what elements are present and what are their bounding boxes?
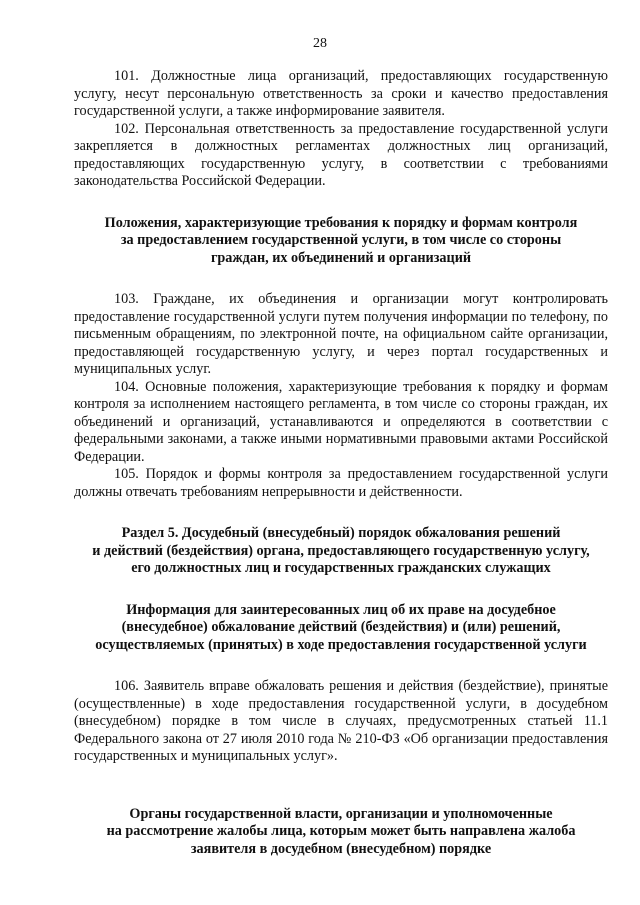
- page-number: 28: [313, 36, 327, 51]
- paragraph-101: 101. Должностные лица организаций, предоставляющих государственную услугу, несут персональную ответственность за сроки и качество предоставления государственной услуги, а также информирование заявителя.: [74, 68, 608, 119]
- heading-line: (внесудебное) обжалование действий (бездействия) и (или) решений,: [121, 619, 561, 635]
- heading-line: его должностных лиц и государственных гражданских служащих: [131, 560, 551, 576]
- heading-line: осуществляемых (принятых) в ходе предоставления государственной услуги: [95, 636, 587, 653]
- heading-line: и действий (бездействия) органа, предоставляющего государственную услугу,: [92, 542, 590, 559]
- heading-line: на рассмотрение жалобы лица, которым может быть направлена жалоба: [106, 823, 576, 839]
- heading-appeal-information: [74, 602, 608, 655]
- document-body: [74, 68, 608, 858]
- heading-line: Информация для заинтересованных лиц об их праве на досудебное: [126, 601, 556, 618]
- heading-line: заявителя в досудебном (внесудебном) порядке: [190, 840, 492, 857]
- paragraph-105: 105. Порядок и формы контроля за предоставлением государственной услуги должны отвечать требованиям непрерывности и действенности.: [74, 466, 608, 500]
- heading-section-5: [74, 525, 608, 578]
- paragraph-104: 104. Основные положения, характеризующие требования к порядку и формам контроля за исполнением настоящего регламента, в том числе со стороны граждан, их объединений и организаций, устанавливаются и определяются в соответствии с федеральными законами, а также иными нормативными правовыми актами Российской Федерации.: [74, 378, 608, 465]
- heading-line: граждан, их объединений и организаций: [210, 249, 472, 266]
- heading-line: Положения, характеризующие требования к порядку и формам контроля: [104, 214, 578, 231]
- heading-line: за предоставлением государственной услуги, в том числе со стороны: [120, 232, 562, 248]
- heading-complaint-organs: [74, 806, 608, 859]
- paragraph-106: 106. Заявитель вправе обжаловать решения и действия (бездействие), принятые (осуществленные) в ходе предоставления государственной услуги, в досудебном (внесудебном) порядке в том числе в случаях, предусмотренных статьей 11.1 Федерального закона от 27 июля 2010 года № 210-ФЗ «Об организации предоставления государственных и муниципальных услуг».: [74, 678, 608, 764]
- heading-line: Раздел 5. Досудебный (внесудебный) порядок обжалования решений: [121, 525, 561, 541]
- heading-line: Органы государственной власти, организации и уполномоченные: [129, 805, 553, 822]
- heading-control-requirements: [74, 215, 608, 268]
- paragraph-102: 102. Персональная ответственность за предоставление государственной услуги закрепляется в должностных регламентах должностных лиц организаций, предоставляющих государственную услугу, в соответствии с требованиями законодательства Российской Федерации.: [74, 120, 608, 189]
- paragraph-103: 103. Граждане, их объединения и организации могут контролировать предоставление государственной услуги путем получения информации по телефону, по письменным обращениям, по электронной почте, на официальном сайте организации, предоставляющей государственную услугу, и через портал государственных и муниципальных услуг.: [74, 291, 608, 377]
